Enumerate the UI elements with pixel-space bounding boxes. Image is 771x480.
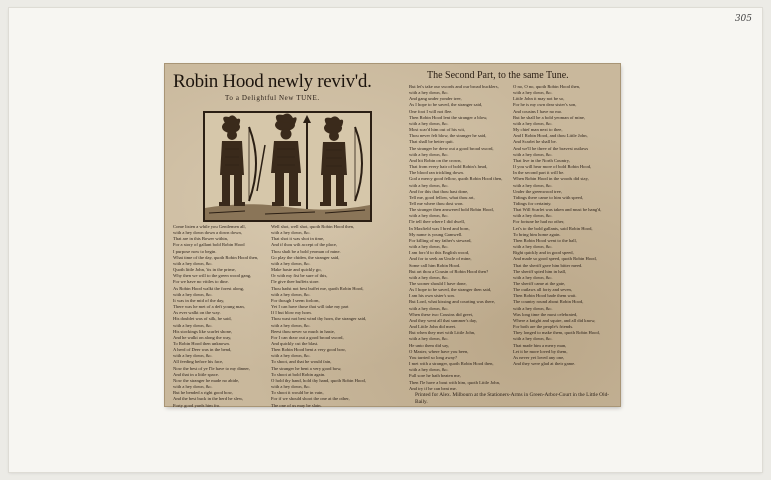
verse-line: His doublet was of silk, he said, [173,316,232,322]
verse-line: Now the best of ye I'le have to my dinner, [173,365,250,371]
verse-line: As I hope to be saved, the stranger then said, [409,287,492,293]
verse-line: When Robin Hood in the woods did stay, [513,176,589,182]
verse-line: The stranger he bent a very good bow, [271,365,342,371]
verse-line: A herd of Deer was in the bend, [173,347,232,353]
verse-line: And they were glad at their game. [513,361,576,367]
verse-line: For killing of my father's steward, [409,237,472,243]
verse-line: There was he met of a deft young man, [173,304,245,310]
verse-line: And the best buck in the herd he slew, [173,396,243,402]
verse-line: And that in a little space. [173,371,219,377]
verse-line: Tidings there came to him with speed, [513,194,584,200]
verse-line: Quoth little John, 'tis in the prime, [173,267,236,273]
verse-line: That live in the North Country, [513,157,570,163]
verse-line: But art thou a Cousin of Robin Hood then? [409,268,489,274]
catalog-number: 305 [734,14,752,24]
verse-line: with a hey down, &c. [409,182,449,188]
verse-line: If you will hear more of bold Robin Hood, [513,164,592,170]
second-part-heading: The Second Part, to the same Tune. [427,70,569,81]
verse-line: That are in this Bower within, [173,236,229,242]
verse-line: Some call him Robin Hood. [409,262,461,268]
verse-line: with a hey down, &c. [513,151,553,157]
verse-line: with a hey down, &c. [513,90,553,96]
verse-line: You tarried so long away? [409,354,458,360]
verse-line: with a hey down, &c. [271,291,311,297]
verse-line: For if we should shoot the one at the other, [271,396,350,402]
verse-line: But let's take our swords and our broad bucklers, [409,84,499,89]
verse-line: To shoot it would be in vain, [271,390,324,396]
verse-line: with a hey down, &c. [271,322,311,328]
verse-line: Thou wast not best wind thy horn, the stranger said, [271,316,367,322]
verse-line: Well shot, well shot, quoth Robin Hood then, [271,224,355,229]
verse-line: The country round about Robin Hood, [513,299,584,305]
woodcut-figures-image [205,113,370,220]
verse-line: Forty good yards him fro. [173,402,221,408]
verse-line: They longed to make them, quoth Robin Hood, [513,330,600,336]
verse-line: His stockings like scarlet shone, [173,328,233,334]
verse-line: The blood ran trickling down. [409,170,464,176]
verse-line: The sooner should I have done, [409,281,467,286]
verse-line: with a hey down, &c. [513,213,553,219]
verse-line: He unto them did say, [409,342,450,348]
verse-line: with a hey down, &c. [173,291,213,297]
verse-line: Under the greenwood tree, [513,188,562,194]
verse-line: But Lord, what kissing and courting was there, [409,299,496,305]
verse-line: To bring him home again. [513,231,561,237]
verse-line: with a hey down, &c. [513,182,553,188]
verse-line: But he shall be a bold yeoman of mine, [513,114,586,120]
verse-line: Then Robin Hood lent the stranger a blow, [409,114,488,120]
woodcut-illustration [203,111,372,222]
verse-line: And they went all that summer's day, [409,317,478,323]
verse-line: Let it be more loved by them, [513,348,568,354]
verse-line: And quickly cut the blast. [271,340,319,346]
verse-line: That the sheriff gave him bitter meed. [513,262,583,268]
ballad-subtitle: To a Delightful New TUNE. [225,94,320,102]
ballad-title: Robin Hood newly reviv'd. [173,71,372,92]
verse-line: Where a knight and squire, and all did know, [513,317,596,323]
mount-board [9,8,762,472]
verse-line: Thou shalt be a bold yeoman of mine. [271,248,341,254]
verse-line: with a hey down, &c. [173,353,213,359]
verse-line: with a hey down, &c. [409,367,449,373]
verse-line: And hit Robin on the crown, [409,157,462,163]
verse-line: O no, O no, quoth Robin Hood then, [513,84,581,89]
verse-line: The outlaws all forty and seven, [513,287,572,293]
verse-line: Thou never felt blow, the stranger he said, [409,133,487,139]
verse-line: In the second part it will be. [513,170,565,176]
verse-line: And he walkt on along the way, [173,334,232,340]
verse-line: All feeding before his face, [173,359,224,365]
verse-line: Most scar'd him out of his wit, [409,127,466,133]
verse-line: I am his own sister's son. [409,293,455,299]
verse-line: That from every hair of bold Robin's head, [409,164,488,170]
verse-line: Why then we will to the green wood gang, [173,273,252,279]
verse-line: Tell me where thou dost won. [409,200,464,206]
verse-line: O Master, where have you been, [409,348,469,354]
verse-line: with a hey down, &c. [409,244,449,250]
verse-line: with a hey down, &c. [271,353,311,359]
verse-line: To shoot at bold Robin again. [271,371,326,377]
verse-line: To Robin Hood then unknown. [173,340,230,346]
verse-line: Thou hadst not best buffet me, quoth Robin Hood, [271,285,364,291]
verse-line: I'le give thee buffets store. [271,279,320,285]
verse-line: For a story of gallant bold Robin Hood [173,242,245,248]
verse-line: As Robin Hood walkt the forest along, [173,285,245,291]
verse-line: The sheriff came at the gate, [513,281,566,286]
verse-line: I purpose now to begin. [173,248,217,254]
verse-line: But when they met with Little John, [409,330,476,336]
verse-column-3 [409,84,509,392]
verse-line: For we have no vittles to dine. [173,279,229,285]
verse-line: And if thou wilt accept of the place, [271,242,338,248]
verse-line: And I Robin Hood, and thou Little John, [513,133,588,139]
verse-line: And Scarlet he shall be. [513,139,557,145]
verse-line: But he bended a right good bow, [173,390,233,396]
verse-line: with a hey down, &c. [513,244,553,250]
verse-line: with a hey down, &c. [409,151,449,157]
verse-line: The one of us may be slain. [271,402,322,408]
verse-line: Then Robin Hood went to the hall, [513,237,577,243]
verse-line: If I but blow my horn. [271,310,312,316]
verse-line: I am forc'd to this English wood, [409,250,470,256]
verse-line: Then I'le have a bout with him, quoth Little John, [409,379,501,385]
verse-line: I met with a stranger, quoth Robin Hood then, [409,361,494,367]
verse-line: And try if he can beat me. [409,385,457,391]
verse-line: That made him a merry man, [513,342,567,348]
verse-column-2 [271,224,399,408]
verse-line: with a hey down, &c. [271,230,311,236]
verse-line: God a mercy good fellow, quoth Robin Hood then, [409,176,503,182]
verse-line: with a hey down, &c. [409,90,449,96]
verse-line: Go play the chiden, the stranger said, [271,254,340,260]
verse-line: I'le tell thee where I did dwell, [409,219,466,225]
verse-line: The sheriff spied him in hall, [513,268,567,274]
printer-imprint: Printed for Alex. Milbourn at the Stationers-Arms in Green-Arbor-Court in the Little Old-Baily. [415,392,610,405]
verse-line: Then Robin Hood bade them wait. [513,293,577,299]
verse-line: with a hey down, &c. [513,336,553,342]
verse-line: One foot I will not flee. [409,108,453,114]
verse-line: Let's to the bold gallants, said Robin Hood, [513,225,593,231]
verse-line: Right quickly and in good speed, [513,250,574,256]
verse-line: For I can draw out a good broad sword, [271,334,344,340]
verse-line: with a hey down, &c. [271,384,311,390]
verse-line: Tell me, good fellow, what thou art, [409,194,475,200]
verse-line: What time of the day, quoth Robin Hood then, [173,254,259,260]
verse-line: As ever walkt on the way. [173,310,221,316]
verse-line: with a hey down, &c. [409,120,449,126]
verse-line: with a hey down, &c. [409,336,449,342]
verse-line: And gang under yonder tree, [409,96,462,102]
verse-line: For he is my own dear sister's son, [513,102,577,108]
verse-line: For though I seem forlorn, [271,297,320,303]
verse-line: For both are the people's friends. [513,324,574,330]
verse-line: It was in the mid of the day, [173,297,225,303]
verse-line: with a hey down, &c. [513,305,553,311]
verse-line: Yet I can have those that will take my part [271,304,349,310]
verse-line: Come listen a while you Gentlemen all, [173,224,246,229]
verse-line: And for to seek an Uncle of mine, [409,256,472,262]
verse-line: That Will Scarlet was taken and must be hang'd, [513,207,602,213]
verse-line: Now the stranger he made no abide, [173,377,240,383]
verse-line: To shoot, and that he would fain, [271,359,332,365]
verse-column-1 [173,224,267,408]
verse-line: with a hey down, &c. [409,213,449,219]
verse-line: And we'll be three of the bravest outlaws [513,145,589,151]
verse-line: with a hey down, &c. [173,322,213,328]
verse-line: with a hey down, &c. [409,274,449,280]
verse-line: with a hey down, &c. [271,260,311,266]
verse-line: That shot it was shot in time, [271,236,325,242]
verse-line: with a hey down, &c. [513,274,553,280]
verse-line: For fortune he had no other, [513,219,565,225]
verse-line: O hold thy hand, hold thy hand, quoth Robin Hood, [271,377,366,383]
verse-line: My name is young Gamwell. [409,231,463,237]
verse-line: And for this that thou hast done, [409,188,469,194]
verse-line: with a hey down, &c. [173,384,213,390]
verse-line: with a hey down, &c. [513,120,553,126]
broadside-sheet [165,64,620,406]
verse-line: Or with my fist be sure of this, [271,273,328,279]
verse-line: Was long time the most celebrated, [513,311,578,317]
verse-line: In Maxfield was I bred and born, [409,225,470,231]
verse-line: As I hope to be saved, the stranger said, [409,102,483,108]
verse-column-4 [513,84,617,392]
verse-line: with a hey down, &c. [173,260,213,266]
verse-line: And Little John did meet. [409,324,457,330]
verse-line: Make haste and quickly go, [271,267,322,273]
verse-line: with a hey down, &c. [409,305,449,311]
verse-line: The stranger he drew out a good broad sword, [409,145,494,151]
verse-line: And cousins I have no mo. [513,108,563,114]
verse-line: When these two Cousins did greet, [409,311,474,317]
verse-line: As never yet loved any one, [513,354,565,360]
verse-line: That shall be better quit. [409,139,454,145]
verse-line: Full sore he hath beaten me, [409,373,461,379]
verse-line: with a hey down down a down down, [173,230,242,236]
verse-line: Little John it may not be so, [513,96,565,102]
verse-line: And made so good speed, quoth Robin Hood, [513,256,597,262]
verse-line: Then Robin Hood bent a very good bow, [271,347,346,353]
verse-line: Tidings for certainty. [513,200,552,206]
verse-line: My chief man next to thee, [513,127,563,133]
verse-line: The stranger then answered bold Robin Hood, [409,207,494,213]
verse-line: Beest thou never so much in haste, [271,328,335,334]
